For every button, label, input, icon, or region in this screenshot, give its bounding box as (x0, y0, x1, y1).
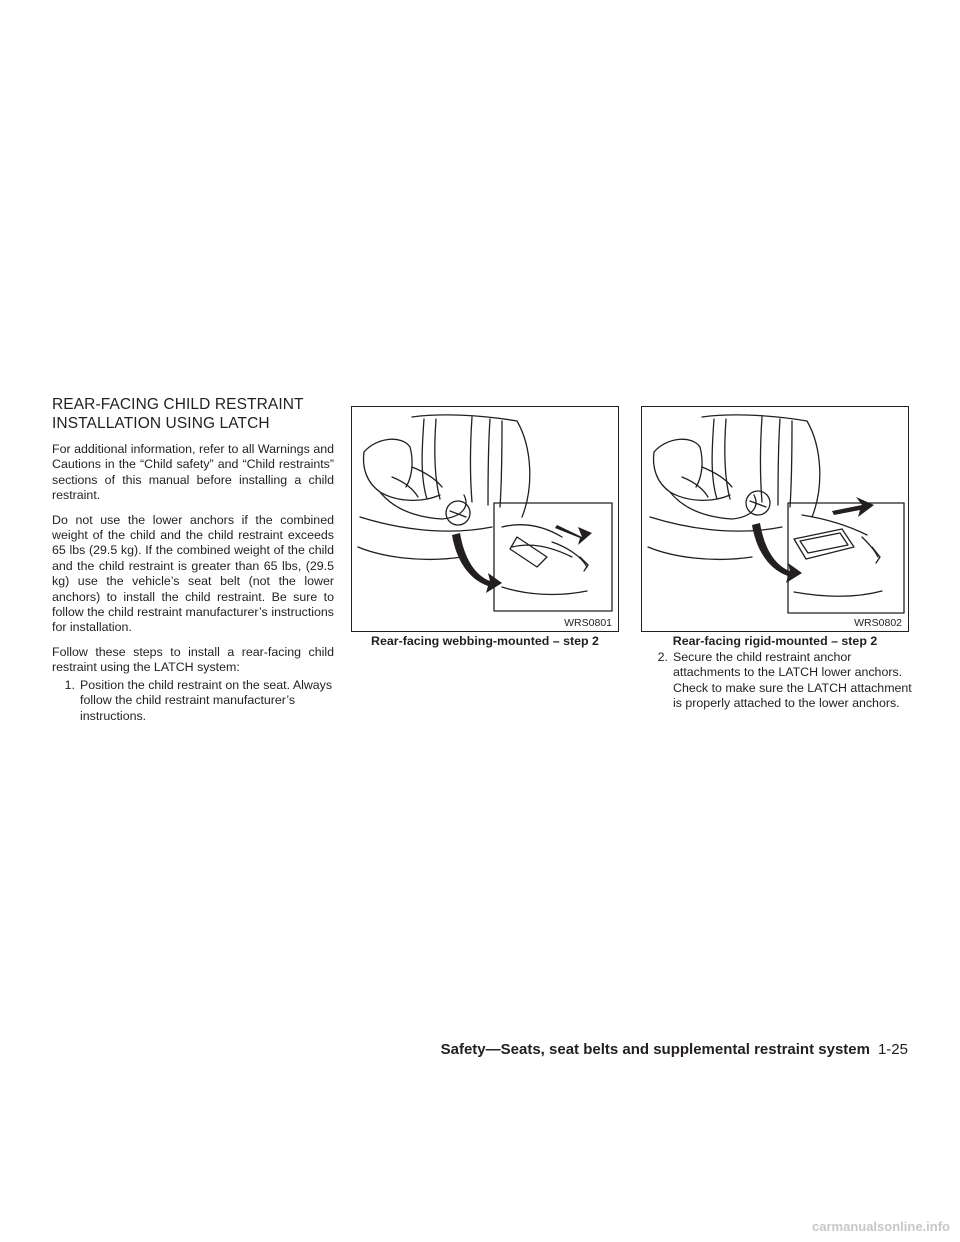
seat-illustration-rigid (642, 407, 908, 631)
paragraph-additional-info: For additional information, refer to all Warnings and Cautions in the “Child safety” and “Child restraints” sections of this manual before installing a child restraint. (52, 442, 334, 503)
figure-code-2: WRS0802 (854, 617, 902, 629)
footer-section-title: Safety—Seats, seat belts and supplemental restraint system (440, 1041, 870, 1058)
figure-webbing-mounted (351, 406, 619, 632)
step-1-text: Position the child restraint on the seat. Always follow the child restraint manufacturer’s instructions. (80, 677, 333, 723)
figure-code-1: WRS0801 (564, 617, 612, 629)
step-1-number: 1. (64, 677, 75, 692)
watermark: carmanualsonline.info (812, 1219, 950, 1234)
figure-caption-2: Rear-facing rigid-mounted – step 2 (672, 634, 878, 648)
right-column (646, 650, 916, 712)
page-number: 1-25 (877, 1041, 908, 1058)
step-2-number: 2. (657, 650, 668, 664)
section-heading-line1: REAR-FACING CHILD RESTRAINT (52, 396, 304, 413)
step-1 (52, 678, 334, 724)
figure-rigid-mounted (641, 406, 909, 632)
left-column (52, 395, 334, 724)
figure-caption-1: Rear-facing webbing-mounted – step 2 (371, 634, 599, 648)
paragraph-weight-limit: Do not use the lower anchors if the combined weight of the child and the child restraint exceeds 65 lbs (29.5 kg). If the combined weight of the child and the child restraint is greater than 65 lbs, (29.5 kg) use the vehicle’s seat belt (not the lower anchors) to install the child restraint. Be sure to follow the child restraint manufacturer’s instructions for installation. (52, 512, 334, 635)
step-2 (646, 650, 916, 712)
section-heading-line2: INSTALLATION USING LATCH (52, 415, 270, 432)
seat-illustration-webbing (352, 407, 618, 631)
section-heading (52, 395, 334, 433)
step-2-text: Secure the child restraint anchor attachments to the LATCH lower anchors. Check to make sure the LATCH attachment is properly attached to the lower anchors. (673, 650, 912, 711)
paragraph-follow-steps: Follow these steps to install a rear-facing child restraint using the LATCH system: (52, 644, 334, 675)
page-footer (441, 1041, 908, 1058)
